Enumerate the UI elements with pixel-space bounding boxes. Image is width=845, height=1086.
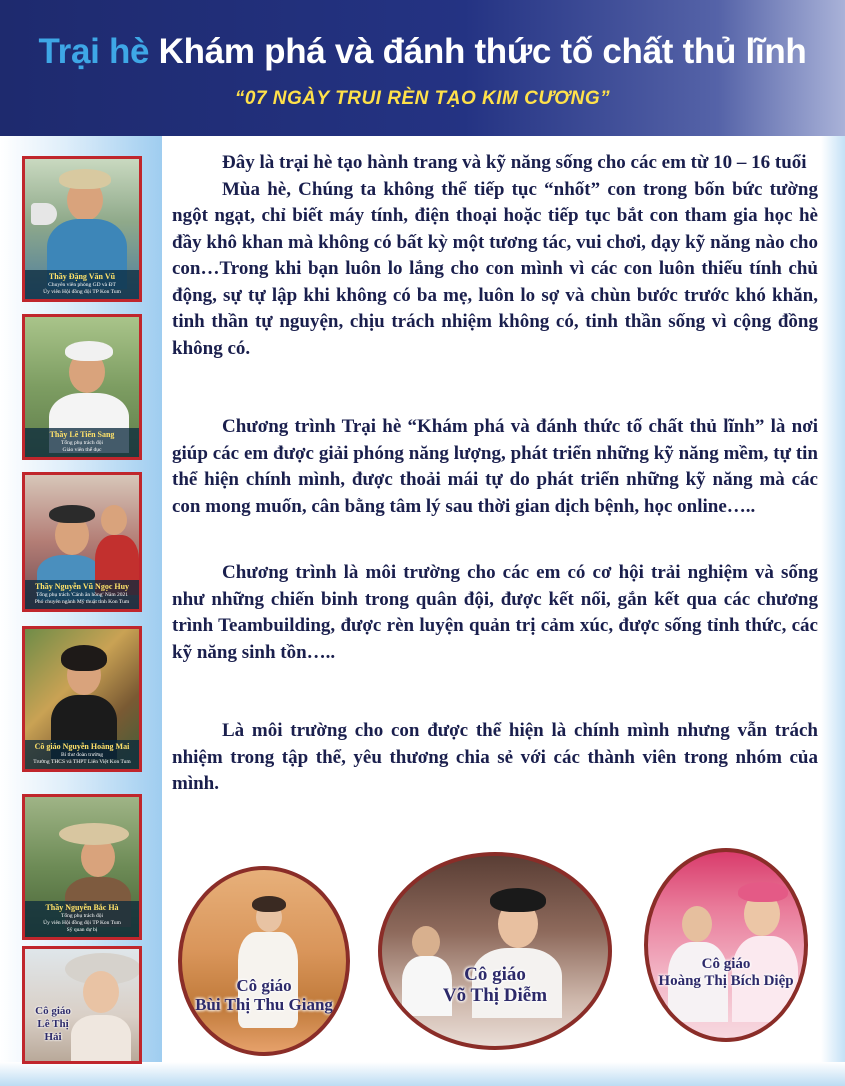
teacher-card-3 [22, 472, 142, 612]
teacher-caption: Thầy Lê Tiến Sang Tổng phụ trách đội Giáo viên thể dục [25, 428, 139, 457]
teacher-circle-3 [644, 848, 808, 1042]
circle-caption: Cô giáo Võ Thị Diễm [442, 964, 548, 1006]
teacher-caption: Cô giáo Lê Thị Hải [35, 1005, 71, 1043]
teacher-card-2 [22, 314, 142, 460]
page-title [0, 32, 845, 72]
paragraph-summer: Mùa hè, Chúng ta không thể tiếp tục “nhốt” con trong bốn bức tường ngột ngạt, chỉ biết máy tính, điện thoại hoặc tiếp tục bắt con tham gia học hè đầy khô khan mà không có bất kỳ một tương tác, vui chơi, dạy kỹ năng nào cho con…Trong khi bạn luôn lo lắng cho con mình vì các con luôn thiếu tính chủ động, sự tự lập khi không có ba mẹ, luôn lo sợ và chùn bước trước khó khăn, tinh thần tự nguyện, chịu trách nhiệm không có, tinh thần sống vì cộng đồng không có. [172, 178, 818, 359]
paragraph-environment: Chương trình là môi trường cho các em có cơ hội trải nghiệm và sống như những chiến binh trong quân đội, được kết nối, gắn kết qua các chương trình Teambuilding, được rèn luyện quản trị cảm xúc, được sống tỉnh thức, các kỹ năng sinh tồn….. [172, 562, 818, 663]
paragraph-intro: Đây là trại hè tạo hành trang và kỹ năng sống cho các em từ 10 – 16 tuổi [222, 152, 807, 173]
teacher-caption: Thầy Nguyễn Vũ Ngọc Huy Tổng phụ trách 'Cánh ăn hồng' Năm 2021 Phó chuyên ngành Mỹ thuật tỉnh Kon Tum [25, 580, 139, 609]
main-body-text [172, 150, 818, 798]
header-banner [0, 0, 845, 136]
teacher-circle-1 [178, 866, 350, 1056]
teacher-caption: Cô giáo Nguyễn Hoàng Mai Bí thư đoàn trường Trường THCS và THPT Liên Việt Kon Tum [25, 740, 139, 769]
circle-caption: Cô giáo Bùi Thị Thu Giang [195, 976, 333, 1014]
right-decor-strip [821, 136, 845, 1086]
teacher-card-1 [22, 156, 142, 302]
page-subtitle: “07 NGÀY TRUI RÈN TẠO KIM CƯƠNG” [234, 88, 611, 109]
paragraph-responsibility: Là môi trường cho con được thể hiện là chính mình nhưng vẫn trách nhiệm trong tập thể, yêu thương chia sẻ với các thành viên trong nhóm của mình. [172, 720, 818, 794]
teacher-circle-2 [378, 852, 612, 1050]
title-accent: Trại hè [38, 32, 150, 71]
circle-caption: Cô giáo Hoàng Thị Bích Diệp [658, 956, 794, 989]
teacher-caption: Thầy Đặng Văn Vũ Chuyên viên phòng GD và ĐT Ủy viên Hội đồng đội TP Kon Tum [25, 270, 139, 299]
bottom-decor-strip [0, 1062, 845, 1086]
paragraph-program: Chương trình Trại hè “Khám phá và đánh thức tố chất thủ lĩnh” là nơi giúp các em được giải phóng năng lượng, phát triển những kỹ năng mềm, tự tin thể hiện chính mình, được thoải mái tự do phát triển những kỹ năng mà các con mong muốn, cân bằng tâm lý sau thời gian dịch bệnh, học online….. [172, 416, 818, 517]
teacher-card-5 [22, 794, 142, 940]
teacher-card-4 [22, 626, 142, 772]
title-main: Khám phá và đánh thức tố chất thủ lĩnh [158, 32, 807, 71]
teacher-card-6 [22, 946, 142, 1064]
teacher-caption: Thầy Nguyễn Bắc Hà Tổng phụ trách đội Ủy viên Hội đồng đội TP Kon Tum Sỹ quan dự bị [25, 901, 139, 937]
